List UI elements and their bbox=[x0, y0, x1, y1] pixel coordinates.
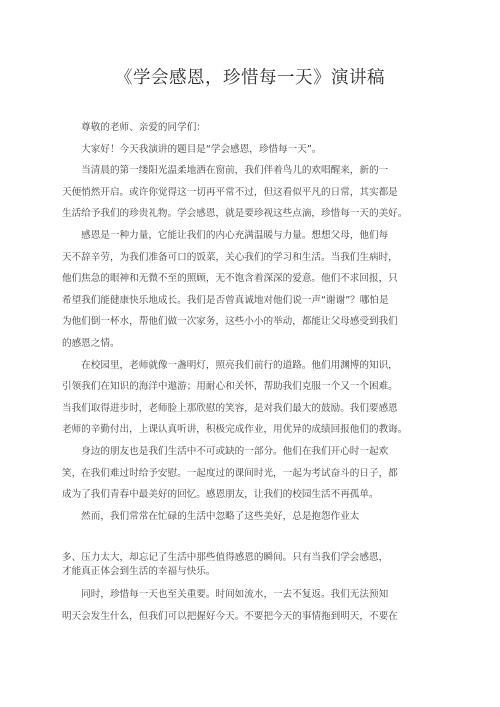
speech-title: 《学会感恩，珍惜每一天》演讲稿 bbox=[115, 68, 385, 88]
text-line: 天不辞辛劳，为我们准备可口的饭菜，关心我们的学习和生活。当我们生病时， bbox=[62, 251, 398, 263]
text-line: 引领我们在知识的海洋中遨游；用耐心和关怀，帮助我们克服一个又一个困难。 bbox=[62, 381, 398, 393]
text-line: 希望我们能健康快乐地成长。我们是否曾真诚地对他们说一声“谢谢”？哪怕是 bbox=[62, 294, 389, 306]
text-line: 为他们倒一杯水，帮他们做一次家务，这些小小的举动，都能让父母感受到我们 bbox=[62, 316, 398, 328]
text-line: 同时，珍惜每一天也至关重要。时间如流水，一去不复返。我们无法预知 bbox=[62, 589, 389, 600]
text-line: 才能真正体会到生活的幸福与快乐。 bbox=[62, 566, 216, 577]
speech-body-main bbox=[62, 117, 443, 527]
text-line: 身边的朋友也是我们生活中不可或缺的一部分。他们在我们开心时一起欢 bbox=[62, 445, 389, 457]
text-line: 大家好！今天我演讲的题目是“学会感恩，珍惜每一天”。 bbox=[62, 143, 322, 155]
text-line: 尊敬的老师、亲爱的同学们： bbox=[62, 122, 206, 133]
text-line: 生活给予我们的珍贵礼物。学会感恩，就是要珍视这些点滴，珍惜每一天的美好。 bbox=[62, 208, 408, 220]
text-line: 天便悄然开启。或许你觉得这一切再平常不过，但这看似平凡的日常，其实都是 bbox=[62, 186, 398, 198]
text-line: 他们焦急的眼神和无微不至的照顾，无不饱含着深深的爱意。他们不求回报，只 bbox=[62, 273, 398, 285]
text-line: 当清晨的第一缕阳光温柔地洒在窗前，我们伴着鸟儿的欢唱醒来，新的一 bbox=[62, 165, 389, 177]
text-line: 然而，我们常常在忙碌的生活中忽略了这些美好，总是抱怨作业太 bbox=[62, 510, 360, 522]
text-line: 感恩是一种力量，它能让我们的内心充满温暖与力量。想想父母，他们每 bbox=[62, 229, 389, 241]
text-line: 在校园里，老师就像一盏明灯，照亮我们前行的道路。他们用渊博的知识， bbox=[62, 359, 398, 371]
text-line: 当我们取得进步时，老师脸上那欣慰的笑容，是对我们最大的鼓励。我们要感恩 bbox=[62, 402, 398, 414]
text-line: 的感恩之情。 bbox=[62, 337, 120, 349]
text-line: 成为了我们青春中最美好的回忆。感恩朋友，让我们的校园生活不再孤单。 bbox=[62, 489, 379, 501]
text-line: 笑，在我们难过时给予安慰。一起度过的课间时光，一起为考试奋斗的日子，都 bbox=[62, 467, 398, 479]
text-line: 多、压力太大，却忘记了生活中那些值得感恩的瞬间。只有当我们学会感恩， bbox=[62, 552, 389, 563]
text-line: 明天会发生什么，但我们可以把握好今天。不要把今天的事情拖到明天，不要在 bbox=[62, 610, 398, 622]
speech-body-continued bbox=[62, 551, 443, 579]
speech-body-closing bbox=[62, 584, 443, 627]
text-line: 老师的辛勤付出，上课认真听讲，积极完成作业，用优异的成绩回报他们的教诲。 bbox=[62, 424, 408, 436]
